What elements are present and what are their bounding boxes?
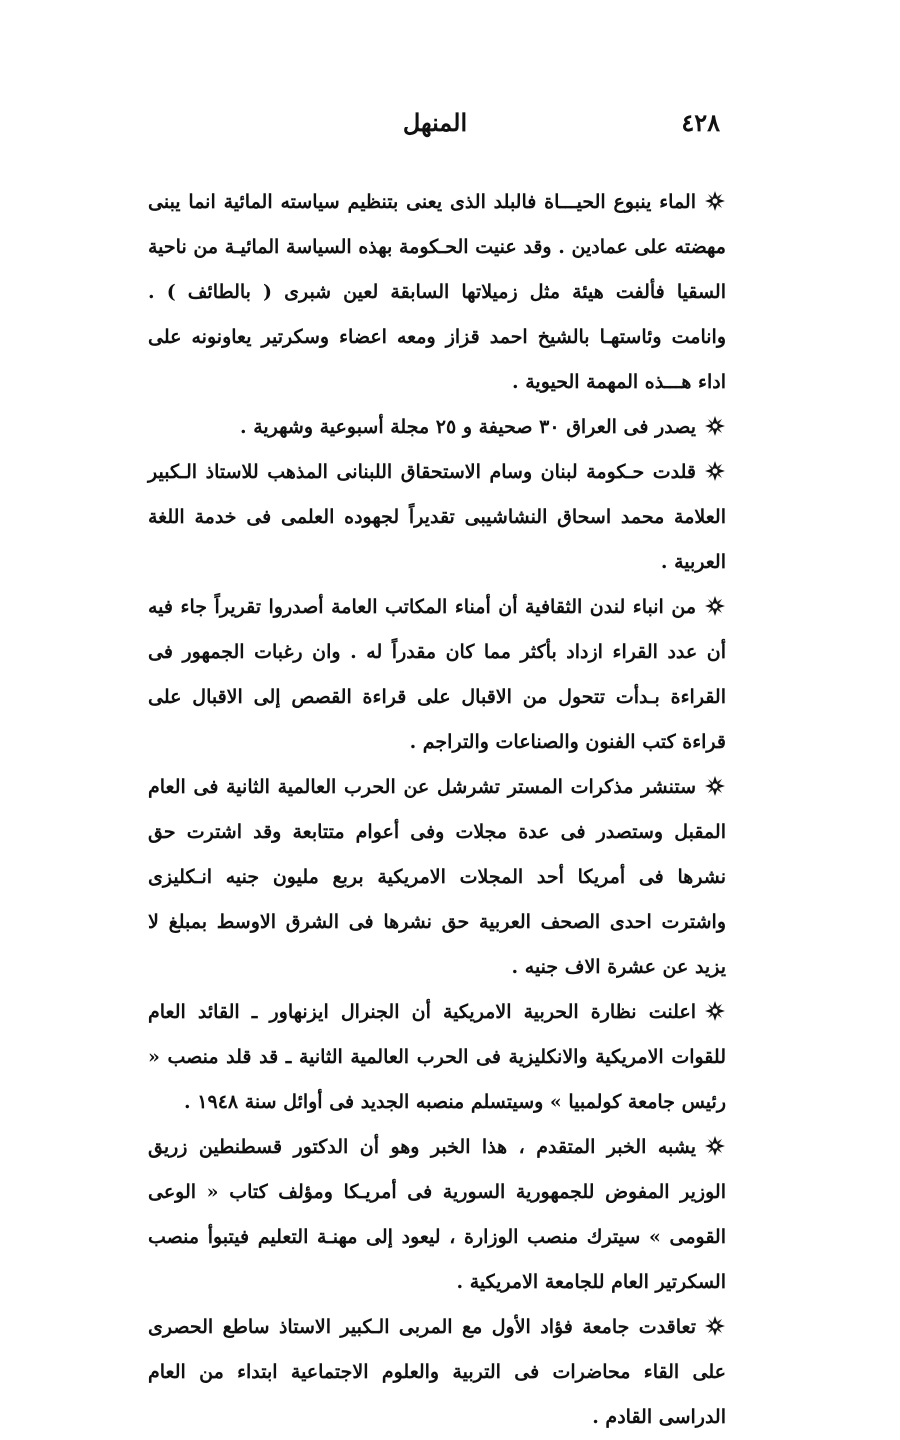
ornament-bullet-icon bbox=[704, 1135, 726, 1157]
news-item bbox=[148, 1125, 726, 1305]
news-item-text: الماء ينبوع الحيـــاة فالبلد الذى يعنى بتنظيم سياسته المائية انما يبنى مهضته على عمادين . وقد عنيت الحـكومة بهذه السياسة المائيـة من ناحية السقيا فألفت هيئة مثل زميلاتها السابقة لعين شبرى ( بالطائف ) . وانامت وئاستهـا بالشيخ احمد قزاز ومعه اعضاء وسكرتير يعاونونه على اداء هـــذه المهمة الحيوية . bbox=[148, 191, 726, 393]
news-item bbox=[148, 405, 726, 450]
news-item-text: يصدر فى العراق ٣٠ صحيفة و ٢٥ مجلة أسبوعية وشهرية . bbox=[239, 416, 696, 438]
page-body bbox=[148, 180, 726, 1440]
ornament-bullet-icon bbox=[704, 595, 726, 617]
news-item bbox=[148, 450, 726, 585]
news-item-text: من انباء لندن الثقافية أن أمناء المكاتب العامة أصدروا تقريراً جاء فيه أن عدد القراء ازداد بأكثر مما كان مقدراً له . وان رغبات الجمهور فى القراءة بـدأت تتحول من الاقبال على قراءة القصص إلى الاقبال على قراءة كتب الفنون والصناعات والتراجم . bbox=[148, 596, 726, 753]
ornament-bullet-icon bbox=[704, 1315, 726, 1337]
news-item-text: اعلنت نظارة الحربية الامريكية أن الجنرال ايزنهاور ـ القائد العام للقوات الامريكية والانكليزية فى الحرب العالمية الثانية ـ قد قلد منصب « رئيس جامعة كولمبيا » وسيتسلم منصبه الجديد فى أوائل سنة ١٩٤٨ . bbox=[148, 1001, 726, 1113]
news-item bbox=[148, 1305, 726, 1440]
ornament-bullet-icon bbox=[704, 460, 726, 482]
running-title: المنهل bbox=[402, 108, 468, 137]
news-item bbox=[148, 180, 726, 405]
news-item bbox=[148, 990, 726, 1125]
page-number: ٤٢٨ bbox=[681, 108, 720, 137]
news-item-text: يشبه الخبر المتقدم ، هذا الخبر وهو أن الدكتور قسطنطين زريق الوزير المفوض للجمهورية السورية فى أمريـكا ومؤلف كتاب « الوعى القومى » سيترك منصب الوزارة ، ليعود إلى مهنـة التعليم فيتبوأ منصب السكرتير العام للجامعة الامريكية . bbox=[148, 1136, 726, 1293]
ornament-bullet-icon bbox=[704, 415, 726, 437]
ornament-bullet-icon bbox=[704, 775, 726, 797]
page-header bbox=[150, 108, 720, 148]
news-item bbox=[148, 585, 726, 765]
news-item bbox=[148, 765, 726, 990]
news-item-text: قلدت حـكومة لبنان وسام الاستحقاق اللبنانى المذهب للاستاذ الـكبير العلامة محمد اسحاق النشاشيبى تقديراً لجهوده العلمى فى خدمة اللغة العربية . bbox=[148, 461, 726, 573]
ornament-bullet-icon bbox=[704, 190, 726, 212]
ornament-bullet-icon bbox=[704, 1000, 726, 1022]
news-item-text: ستنشر مذكرات المستر تشرشل عن الحرب العالمية الثانية فى العام المقبل وستصدر فى عدة مجلات وفى أعوام متتابعة وقد اشترت حق نشرها فى أمريكا أحد المجلات الامريكية بربع مليون جنيه انـكليزى واشترت احدى الصحف العربية حق نشرها فى الشرق الاوسط بمبلغ لا يزيد عن عشرة الاف جنيه . bbox=[148, 776, 726, 978]
news-item-text: تعاقدت جامعة فؤاد الأول مع المربى الـكبير الاستاذ ساطع الحصرى على القاء محاضرات فى التربية والعلوم الاجتماعية ابتداء من العام الدراسى القادم . bbox=[148, 1316, 726, 1428]
